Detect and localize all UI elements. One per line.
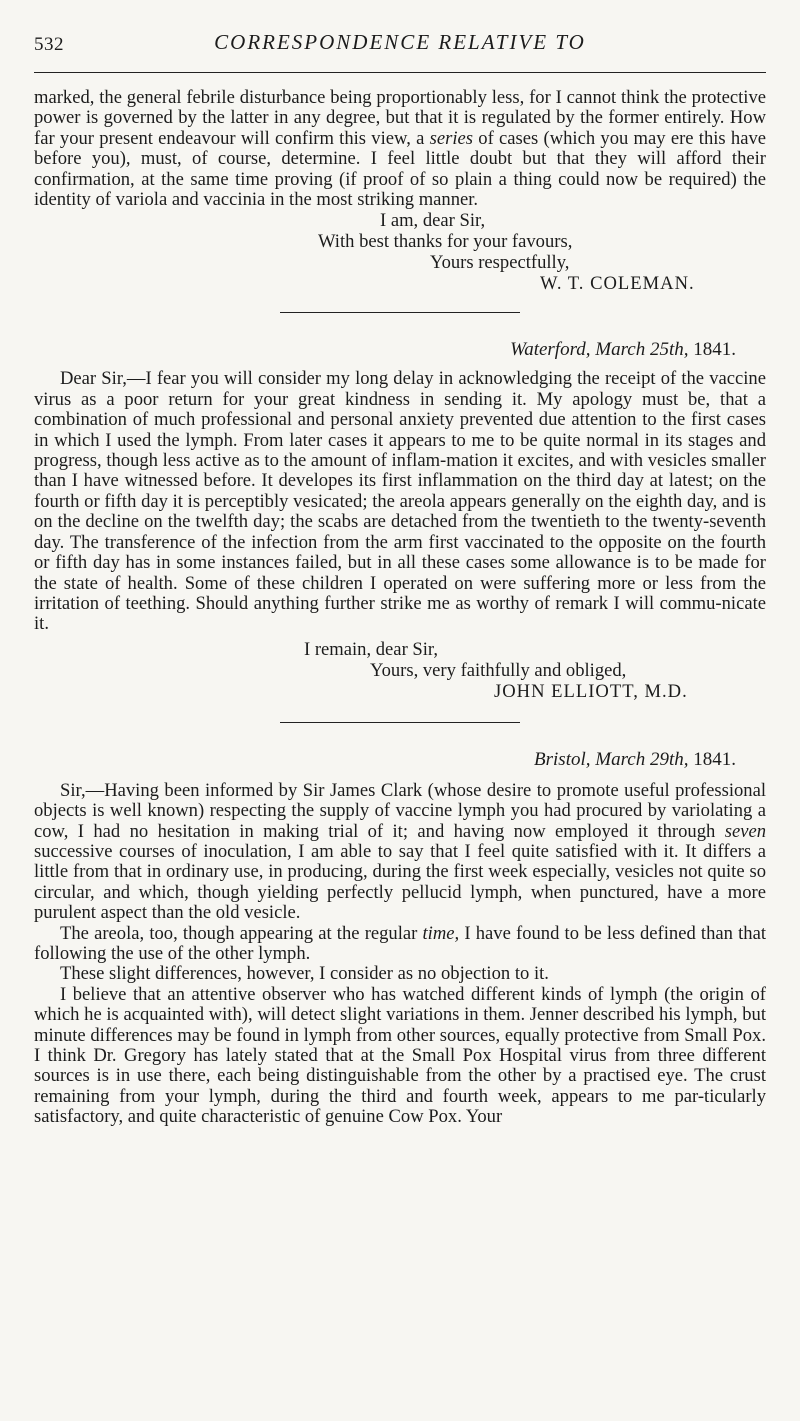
body-text: The areola, too, though appearing at the regular [60,922,423,944]
dateline-year: 1841. [688,748,736,770]
letter-body: Dear Sir,—I fear you will consider my long delay in acknowledging the receipt of the vaccine virus as a poor return for your great kindness in sending it. My apology must be, that a combination of much professional and personal anxiety prevented due attention to the first cases in which I used the lymph. From later cases it appears to me to be quite normal in its stages and progress, though less active as to the amount of inflam-mation it excites, and with vesicles smaller than I have witnessed before. It developes its first inflammation on the third day at latest; on the fourth or fifth day it is perceptibly vesicated; the areola appears generally on the eighth day, and is on the decline on the twelfth day; the scabs are detached from the twentieth to the twenty-seventh day. The transference of the infection from the arm first vaccinated to the opposite on the fourth or fifth day has in some instances failed, but in all these cases some allowance is to be made for the state of health. Some of these children I operated on were suffering more or less from the irritation of teething. Should anything further strike me as worthy of remark I will commu-nicate it. [34,368,766,635]
closing-line: Yours, very faithfully and obliged, [370,659,627,681]
dateline-place: Bristol, March 29th, [534,748,689,770]
body-text: marked, the general febrile disturbance being proportionably less, for I cannot think the protective power is governed by the latter in any degree, but that it is regulated by the former entirely. How far your present endeavour will confirm this view, a [34,87,766,149]
page-content [34,88,766,1128]
letter-paragraph [34,924,766,965]
emphasis: time, [422,922,460,944]
letter-paragraph: These slight differences, however, I consider as no objection to it. [60,963,549,985]
closing-line: Yours respectfully, [430,252,570,274]
body-text: successive courses of inoculation, I am able to say that I feel quite satisfied with it. It differs a little from that in ordinary use, in producing, during the first week especially, vesicles not quite so circular, and which, though yielding perfectly pellucid lymph, when punctured, have a more purulent aspect than the old vesicle. [34,840,766,924]
header-rule [34,72,766,73]
letter-bristol [34,749,766,1128]
letter-closing [34,210,766,294]
page-header [34,30,766,60]
signature: W. T. COLEMAN. [540,273,695,295]
signature: JOHN ELLIOTT, M.D. [494,680,688,702]
closing-line: I am, dear Sir, [380,210,486,232]
letter-elliott [34,339,766,701]
dateline-year: 1841. [688,339,736,361]
letter-closing [34,639,766,702]
letter-body [34,88,766,210]
page-number: 532 [34,34,64,55]
running-head: CORRESPONDENCE RELATIVE TO [214,30,586,54]
section-separator [280,722,520,723]
letter-paragraph [34,781,766,924]
dateline [34,339,766,361]
closing-line: I remain, dear Sir, [304,638,439,660]
body-text: Sir,—Having been informed by Sir James Clark (whose desire to promote useful professional objects is well known) respecting the supply of vaccine lymph you had procured by variolating a cow, I had no hesitation in making trial of it; and having now employed it through [34,779,766,842]
closing-line: With best thanks for your favours, [318,231,573,253]
letter-paragraph: I believe that an attentive observer who has watched different kinds of lymph (the origin of which he is acquainted with), will detect slight variations in them. Jenner described his lymph, but minute differences may be found in lymph from other sources, equally protective from Small Pox. I think Dr. Gregory has lately stated that at the Small Pox Hospital virus from three different sources is in use there, each being distinguishable from the other by a practised eye. The crust remaining from your lymph, during the third and fourth week, appears to me par-ticularly satisfactory, and quite characteristic of genuine Cow Pox. Your [34,983,766,1128]
section-separator [280,312,520,313]
emphasis: series [429,127,474,149]
dateline [34,749,766,771]
emphasis: seven [724,820,766,842]
body-text: of cases (which you may ere this have before you), must, of course, determine. I feel little doubt but that they will afford their confirmation, at the same time proving (if proof of so plain a thing could now be required) the identity of variola and vaccinia in the most striking manner. [34,127,766,211]
dateline-place: Waterford, March 25th, [510,339,689,361]
letter-coleman [34,88,766,294]
body-text: I have found to be less defined than that following the use of the other lymph. [34,922,766,964]
